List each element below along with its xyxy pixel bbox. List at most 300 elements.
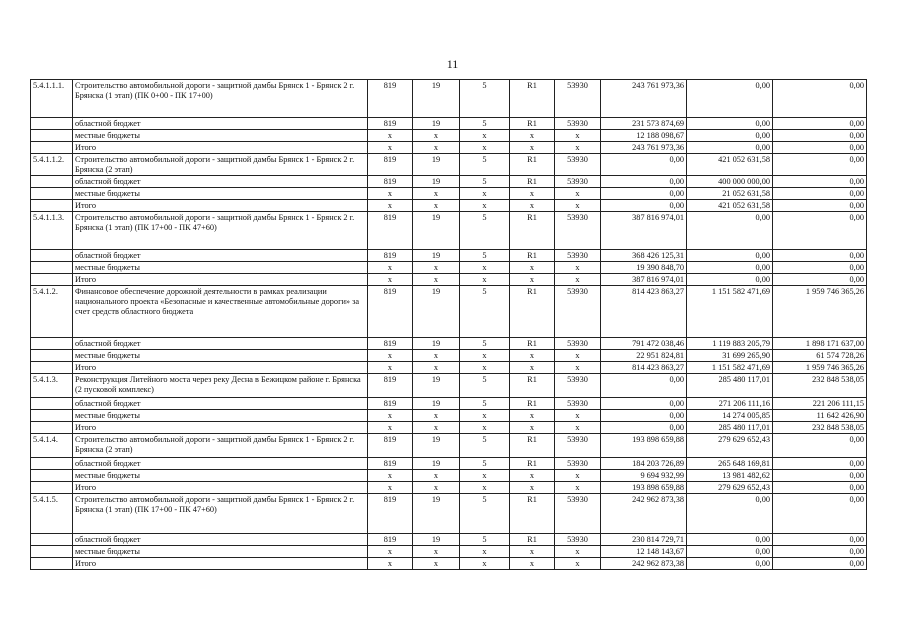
cell-target-code: R1: [510, 286, 555, 338]
row-code: 5.4.1.2.: [31, 286, 73, 338]
cell-target-item-code: x: [555, 130, 601, 142]
cell-section-code: x: [413, 262, 460, 274]
cell-amount-year-2: 0,00: [687, 142, 773, 154]
cell-subsection-code: 5: [460, 338, 510, 350]
cell-subsection-code: x: [460, 262, 510, 274]
cell-admin-code: 819: [368, 534, 413, 546]
row-code: [31, 188, 73, 200]
cell-section-code: 19: [413, 176, 460, 188]
row-code: 5.4.1.1.3.: [31, 212, 73, 250]
cell-target-code: x: [510, 350, 555, 362]
table-row-item: [31, 154, 867, 176]
cell-subsection-code: x: [460, 142, 510, 154]
cell-amount-year-3: 0,00: [773, 118, 867, 130]
table-row-source: [31, 546, 867, 558]
row-code: [31, 482, 73, 494]
cell-admin-code: x: [368, 558, 413, 570]
table-row-source: [31, 350, 867, 362]
cell-amount-year-3: 0,00: [773, 534, 867, 546]
table-row-item: [31, 286, 867, 338]
cell-target-code: R1: [510, 250, 555, 262]
row-code: [31, 422, 73, 434]
cell-amount-year-1: 193 898 659,88: [601, 434, 687, 458]
cell-target-item-code: x: [555, 470, 601, 482]
cell-admin-code: x: [368, 262, 413, 274]
row-name: областной бюджет: [73, 534, 368, 546]
cell-subsection-code: 5: [460, 80, 510, 118]
row-code: [31, 398, 73, 410]
cell-admin-code: 819: [368, 212, 413, 250]
cell-amount-year-2: 279 629 652,43: [687, 434, 773, 458]
row-code: [31, 262, 73, 274]
row-name: местные бюджеты: [73, 130, 368, 142]
cell-amount-year-1: 814 423 863,27: [601, 286, 687, 338]
cell-amount-year-1: 9 694 932,99: [601, 470, 687, 482]
cell-section-code: x: [413, 188, 460, 200]
cell-subsection-code: 5: [460, 286, 510, 338]
cell-target-code: R1: [510, 398, 555, 410]
cell-target-code: x: [510, 422, 555, 434]
cell-amount-year-3: 0,00: [773, 142, 867, 154]
cell-target-item-code: x: [555, 410, 601, 422]
cell-amount-year-2: 0,00: [687, 130, 773, 142]
cell-subsection-code: 5: [460, 534, 510, 546]
cell-section-code: 19: [413, 534, 460, 546]
cell-amount-year-3: 232 848 538,05: [773, 422, 867, 434]
cell-amount-year-3: 0,00: [773, 262, 867, 274]
row-code: [31, 118, 73, 130]
page-number: 11: [446, 57, 459, 71]
cell-amount-year-2: 1 151 582 471,69: [687, 286, 773, 338]
cell-admin-code: x: [368, 410, 413, 422]
cell-subsection-code: x: [460, 410, 510, 422]
cell-section-code: x: [413, 422, 460, 434]
cell-target-item-code: 53930: [555, 80, 601, 118]
cell-amount-year-2: 421 052 631,58: [687, 200, 773, 212]
cell-target-code: R1: [510, 534, 555, 546]
cell-section-code: 19: [413, 494, 460, 534]
cell-admin-code: x: [368, 546, 413, 558]
cell-section-code: x: [413, 350, 460, 362]
cell-target-item-code: x: [555, 362, 601, 374]
row-name: местные бюджеты: [73, 188, 368, 200]
row-name: Итого: [73, 200, 368, 212]
table-row-source: [31, 188, 867, 200]
cell-amount-year-3: 61 574 728,26: [773, 350, 867, 362]
cell-target-item-code: x: [555, 142, 601, 154]
cell-target-code: R1: [510, 458, 555, 470]
cell-subsection-code: x: [460, 482, 510, 494]
cell-amount-year-2: 285 480 117,01: [687, 374, 773, 398]
cell-admin-code: 819: [368, 286, 413, 338]
cell-subsection-code: x: [460, 362, 510, 374]
cell-amount-year-3: 0,00: [773, 212, 867, 250]
cell-target-code: R1: [510, 434, 555, 458]
cell-admin-code: x: [368, 470, 413, 482]
cell-section-code: 19: [413, 154, 460, 176]
budget-table: [30, 79, 867, 570]
cell-amount-year-1: 193 898 659,88: [601, 482, 687, 494]
cell-section-code: 19: [413, 80, 460, 118]
cell-amount-year-3: 0,00: [773, 434, 867, 458]
table-row-total: [31, 274, 867, 286]
cell-subsection-code: 5: [460, 118, 510, 130]
row-name: областной бюджет: [73, 338, 368, 350]
cell-subsection-code: x: [460, 470, 510, 482]
cell-target-code: x: [510, 262, 555, 274]
cell-section-code: 19: [413, 374, 460, 398]
cell-target-item-code: 53930: [555, 118, 601, 130]
table-row-source: [31, 534, 867, 546]
cell-target-item-code: x: [555, 200, 601, 212]
cell-amount-year-2: 31 699 265,90: [687, 350, 773, 362]
table-row-total: [31, 200, 867, 212]
row-name: Строительство автомобильной дороги - защитной дамбы Брянск 1 - Брянск 2 г. Брянска (2 этап): [73, 154, 368, 176]
row-name: Финансовое обеспечение дорожной деятельности в рамках реализации национального проекта «Безопасные и качественные автомобильные дороги» за счет средств областного бюджета: [73, 286, 368, 338]
cell-target-item-code: x: [555, 422, 601, 434]
cell-subsection-code: x: [460, 130, 510, 142]
row-code: [31, 130, 73, 142]
table-row-source: [31, 338, 867, 350]
cell-section-code: 19: [413, 434, 460, 458]
cell-section-code: x: [413, 546, 460, 558]
row-code: 5.4.1.3.: [31, 374, 73, 398]
cell-amount-year-2: 285 480 117,01: [687, 422, 773, 434]
cell-amount-year-3: 11 642 426,90: [773, 410, 867, 422]
table-row-source: [31, 410, 867, 422]
cell-amount-year-1: 0,00: [601, 422, 687, 434]
cell-amount-year-2: 0,00: [687, 250, 773, 262]
cell-section-code: 19: [413, 212, 460, 250]
cell-target-code: R1: [510, 212, 555, 250]
cell-amount-year-3: 0,00: [773, 494, 867, 534]
cell-target-code: R1: [510, 338, 555, 350]
cell-amount-year-2: 0,00: [687, 494, 773, 534]
row-name: Итого: [73, 142, 368, 154]
cell-section-code: 19: [413, 118, 460, 130]
table-row-total: [31, 142, 867, 154]
row-name: Итого: [73, 558, 368, 570]
cell-amount-year-3: 0,00: [773, 154, 867, 176]
cell-admin-code: 819: [368, 458, 413, 470]
cell-subsection-code: 5: [460, 434, 510, 458]
cell-admin-code: 819: [368, 80, 413, 118]
cell-amount-year-2: 271 206 111,16: [687, 398, 773, 410]
cell-target-item-code: x: [555, 274, 601, 286]
cell-amount-year-1: 0,00: [601, 154, 687, 176]
cell-subsection-code: 5: [460, 250, 510, 262]
row-name: областной бюджет: [73, 176, 368, 188]
cell-amount-year-3: 0,00: [773, 176, 867, 188]
cell-amount-year-1: 814 423 863,27: [601, 362, 687, 374]
table-row-source: [31, 262, 867, 274]
cell-target-item-code: 53930: [555, 494, 601, 534]
row-name: местные бюджеты: [73, 410, 368, 422]
cell-target-code: R1: [510, 374, 555, 398]
cell-target-code: R1: [510, 154, 555, 176]
row-name: Строительство автомобильной дороги - защитной дамбы Брянск 1 - Брянск 2 г. Брянска (1 этап) (ПК 17+00 - ПК 47+60): [73, 212, 368, 250]
cell-subsection-code: x: [460, 422, 510, 434]
table-row-total: [31, 482, 867, 494]
row-code: 5.4.1.1.2.: [31, 154, 73, 176]
cell-section-code: x: [413, 558, 460, 570]
row-code: [31, 250, 73, 262]
cell-amount-year-3: 232 848 538,05: [773, 374, 867, 398]
table-row-item: [31, 80, 867, 118]
cell-subsection-code: x: [460, 558, 510, 570]
cell-admin-code: x: [368, 350, 413, 362]
cell-amount-year-2: 21 052 631,58: [687, 188, 773, 200]
cell-target-code: x: [510, 274, 555, 286]
cell-section-code: x: [413, 130, 460, 142]
table-row-item: [31, 494, 867, 534]
cell-target-item-code: x: [555, 262, 601, 274]
cell-amount-year-3: 1 898 171 637,00: [773, 338, 867, 350]
cell-admin-code: 819: [368, 176, 413, 188]
cell-amount-year-1: 0,00: [601, 188, 687, 200]
cell-amount-year-2: 0,00: [687, 262, 773, 274]
cell-subsection-code: 5: [460, 398, 510, 410]
cell-amount-year-2: 279 629 652,43: [687, 482, 773, 494]
cell-amount-year-1: 0,00: [601, 410, 687, 422]
cell-section-code: x: [413, 274, 460, 286]
cell-admin-code: 819: [368, 398, 413, 410]
cell-amount-year-1: 243 761 973,36: [601, 142, 687, 154]
row-name: областной бюджет: [73, 398, 368, 410]
cell-subsection-code: x: [460, 188, 510, 200]
cell-amount-year-2: 0,00: [687, 274, 773, 286]
table-row-total: [31, 362, 867, 374]
cell-admin-code: x: [368, 142, 413, 154]
cell-amount-year-1: 19 390 848,70: [601, 262, 687, 274]
row-code: 5.4.1.5.: [31, 494, 73, 534]
cell-amount-year-1: 791 472 038,46: [601, 338, 687, 350]
cell-target-item-code: 53930: [555, 434, 601, 458]
cell-section-code: 19: [413, 458, 460, 470]
cell-section-code: 19: [413, 286, 460, 338]
cell-admin-code: x: [368, 362, 413, 374]
row-name: областной бюджет: [73, 250, 368, 262]
cell-subsection-code: x: [460, 350, 510, 362]
row-name: местные бюджеты: [73, 546, 368, 558]
row-code: [31, 534, 73, 546]
row-code: [31, 410, 73, 422]
cell-amount-year-3: 0,00: [773, 274, 867, 286]
row-name: Строительство автомобильной дороги - защитной дамбы Брянск 1 - Брянск 2 г. Брянска (2 этап): [73, 434, 368, 458]
cell-amount-year-3: 0,00: [773, 558, 867, 570]
cell-amount-year-2: 421 052 631,58: [687, 154, 773, 176]
row-name: Итого: [73, 482, 368, 494]
cell-amount-year-3: 0,00: [773, 250, 867, 262]
cell-amount-year-1: 22 951 824,81: [601, 350, 687, 362]
table-row-source: [31, 458, 867, 470]
cell-subsection-code: 5: [460, 154, 510, 176]
cell-admin-code: x: [368, 274, 413, 286]
row-code: [31, 558, 73, 570]
cell-amount-year-1: 242 962 873,38: [601, 494, 687, 534]
cell-section-code: 19: [413, 250, 460, 262]
cell-amount-year-1: 12 148 143,67: [601, 546, 687, 558]
cell-target-item-code: x: [555, 558, 601, 570]
cell-subsection-code: x: [460, 274, 510, 286]
cell-subsection-code: 5: [460, 458, 510, 470]
table-row-source: [31, 130, 867, 142]
cell-admin-code: x: [368, 200, 413, 212]
row-name: Строительство автомобильной дороги - защитной дамбы Брянск 1 - Брянск 2 г. Брянска (1 этап) (ПК 0+00 - ПК 17+00): [73, 80, 368, 118]
row-name: Итого: [73, 422, 368, 434]
cell-target-code: R1: [510, 176, 555, 188]
cell-section-code: x: [413, 362, 460, 374]
cell-section-code: x: [413, 410, 460, 422]
cell-target-code: x: [510, 558, 555, 570]
row-code: [31, 458, 73, 470]
cell-amount-year-1: 368 426 125,31: [601, 250, 687, 262]
cell-admin-code: 819: [368, 250, 413, 262]
cell-amount-year-2: 0,00: [687, 558, 773, 570]
cell-admin-code: 819: [368, 338, 413, 350]
cell-admin-code: x: [368, 130, 413, 142]
row-name: Строительство автомобильной дороги - защитной дамбы Брянск 1 - Брянск 2 г. Брянска (1 этап) (ПК 17+00 - ПК 47+60): [73, 494, 368, 534]
cell-amount-year-2: 0,00: [687, 534, 773, 546]
cell-target-item-code: 53930: [555, 176, 601, 188]
row-name: Итого: [73, 362, 368, 374]
cell-subsection-code: 5: [460, 212, 510, 250]
cell-target-item-code: x: [555, 482, 601, 494]
cell-target-code: x: [510, 200, 555, 212]
cell-amount-year-1: 242 962 873,38: [601, 558, 687, 570]
cell-subsection-code: x: [460, 546, 510, 558]
cell-amount-year-3: 1 959 746 365,26: [773, 362, 867, 374]
cell-target-code: x: [510, 188, 555, 200]
cell-section-code: x: [413, 200, 460, 212]
row-name: областной бюджет: [73, 118, 368, 130]
cell-target-item-code: 53930: [555, 212, 601, 250]
cell-amount-year-3: 0,00: [773, 470, 867, 482]
table-row-source: [31, 398, 867, 410]
cell-section-code: 19: [413, 338, 460, 350]
cell-amount-year-2: 0,00: [687, 546, 773, 558]
cell-amount-year-1: 243 761 973,36: [601, 80, 687, 118]
cell-amount-year-3: 0,00: [773, 200, 867, 212]
table-row-item: [31, 434, 867, 458]
cell-target-item-code: 53930: [555, 250, 601, 262]
table-row-item: [31, 374, 867, 398]
row-name: местные бюджеты: [73, 350, 368, 362]
cell-target-code: x: [510, 410, 555, 422]
cell-subsection-code: 5: [460, 176, 510, 188]
cell-amount-year-1: 0,00: [601, 200, 687, 212]
cell-subsection-code: 5: [460, 374, 510, 398]
cell-amount-year-3: 0,00: [773, 130, 867, 142]
row-code: [31, 362, 73, 374]
table-row-total: [31, 422, 867, 434]
cell-amount-year-1: 0,00: [601, 176, 687, 188]
cell-admin-code: x: [368, 422, 413, 434]
cell-amount-year-1: 184 203 726,89: [601, 458, 687, 470]
cell-target-item-code: 53930: [555, 374, 601, 398]
cell-target-code: x: [510, 130, 555, 142]
cell-target-item-code: 53930: [555, 458, 601, 470]
cell-amount-year-3: 1 959 746 365,26: [773, 286, 867, 338]
cell-admin-code: 819: [368, 434, 413, 458]
row-code: 5.4.1.4.: [31, 434, 73, 458]
cell-amount-year-2: 0,00: [687, 80, 773, 118]
cell-admin-code: 819: [368, 154, 413, 176]
cell-amount-year-2: 1 119 883 205,79: [687, 338, 773, 350]
row-code: [31, 274, 73, 286]
row-code: 5.4.1.1.1.: [31, 80, 73, 118]
row-name: Итого: [73, 274, 368, 286]
table-row-source: [31, 176, 867, 188]
cell-target-code: R1: [510, 118, 555, 130]
cell-amount-year-1: 231 573 874,69: [601, 118, 687, 130]
cell-target-item-code: 53930: [555, 398, 601, 410]
cell-amount-year-1: 0,00: [601, 374, 687, 398]
cell-amount-year-3: 0,00: [773, 482, 867, 494]
cell-amount-year-2: 13 981 482,62: [687, 470, 773, 482]
cell-amount-year-3: 0,00: [773, 458, 867, 470]
cell-amount-year-2: 0,00: [687, 212, 773, 250]
cell-target-item-code: x: [555, 188, 601, 200]
cell-amount-year-2: 14 274 005,85: [687, 410, 773, 422]
cell-admin-code: 819: [368, 118, 413, 130]
cell-amount-year-3: 0,00: [773, 546, 867, 558]
cell-admin-code: 819: [368, 374, 413, 398]
cell-admin-code: x: [368, 188, 413, 200]
cell-amount-year-2: 400 000 000,00: [687, 176, 773, 188]
row-name: местные бюджеты: [73, 470, 368, 482]
cell-target-item-code: 53930: [555, 534, 601, 546]
row-code: [31, 470, 73, 482]
cell-target-item-code: 53930: [555, 154, 601, 176]
cell-section-code: x: [413, 470, 460, 482]
row-code: [31, 338, 73, 350]
cell-target-code: R1: [510, 494, 555, 534]
cell-amount-year-1: 387 816 974,01: [601, 274, 687, 286]
cell-amount-year-1: 230 814 729,71: [601, 534, 687, 546]
cell-admin-code: 819: [368, 494, 413, 534]
cell-target-code: x: [510, 362, 555, 374]
cell-amount-year-2: 1 151 582 471,69: [687, 362, 773, 374]
cell-target-item-code: x: [555, 350, 601, 362]
cell-target-item-code: x: [555, 546, 601, 558]
cell-target-code: x: [510, 470, 555, 482]
cell-amount-year-1: 12 188 098,67: [601, 130, 687, 142]
cell-amount-year-1: 387 816 974,01: [601, 212, 687, 250]
row-name: областной бюджет: [73, 458, 368, 470]
cell-target-item-code: 53930: [555, 338, 601, 350]
cell-subsection-code: 5: [460, 494, 510, 534]
cell-amount-year-3: 0,00: [773, 188, 867, 200]
cell-amount-year-3: 0,00: [773, 80, 867, 118]
table-row-source: [31, 250, 867, 262]
row-code: [31, 142, 73, 154]
cell-amount-year-1: 0,00: [601, 398, 687, 410]
row-name: местные бюджеты: [73, 262, 368, 274]
cell-amount-year-2: 0,00: [687, 118, 773, 130]
cell-section-code: x: [413, 482, 460, 494]
cell-target-code: x: [510, 546, 555, 558]
cell-target-item-code: 53930: [555, 286, 601, 338]
row-code: [31, 200, 73, 212]
cell-admin-code: x: [368, 482, 413, 494]
cell-amount-year-3: 221 206 111,15: [773, 398, 867, 410]
budget-table-body: [31, 80, 867, 570]
cell-target-code: R1: [510, 80, 555, 118]
cell-target-code: x: [510, 482, 555, 494]
row-code: [31, 546, 73, 558]
table-row-item: [31, 212, 867, 250]
